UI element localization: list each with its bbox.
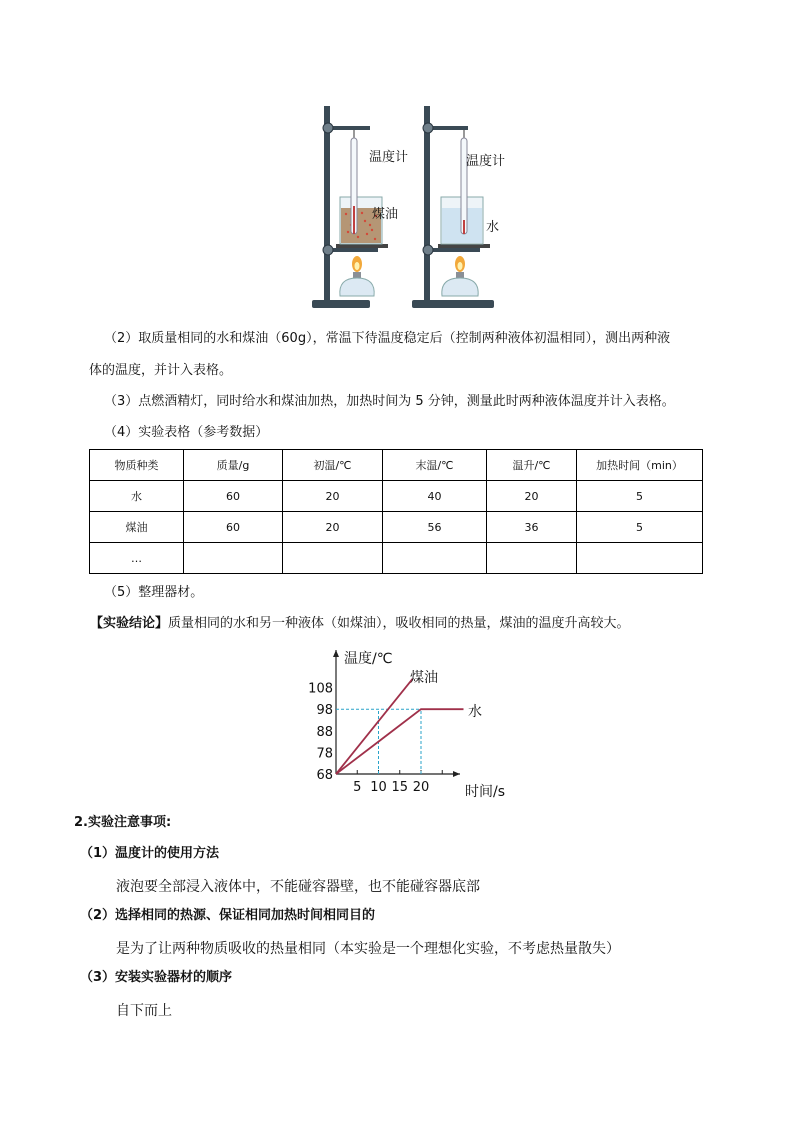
table-cell [577, 543, 703, 574]
note-3-title: （3）安装实验器材的顺序 [80, 970, 233, 985]
left-liquid-label: 煤油 [372, 207, 399, 222]
right-stand [412, 106, 494, 308]
note-2-title: （2）选择相同的热源、保证相同加热时间相同目的 [80, 908, 376, 923]
notes-heading: 2.实验注意事项: [74, 815, 172, 830]
table-cell: 60 [184, 512, 283, 543]
table-cell [383, 543, 487, 574]
step-2-line-2: 体的温度，并计入表格。 [89, 363, 233, 378]
y-tick-label: 78 [316, 746, 333, 762]
series-label-kerosene: 煤油 [410, 670, 438, 686]
note-1-body: 液泡要全部浸入液体中，不能碰容器壁，也不能碰容器底部 [116, 879, 480, 895]
y-tick-label: 108 [308, 681, 333, 697]
series-label-water: 水 [468, 704, 482, 720]
conclusion-text: 质量相同的水和另一种液体（如煤油），吸收相同的热量，煤油的温度升高较大。 [168, 616, 630, 631]
y-tick-label: 88 [316, 724, 333, 740]
table-cell [487, 543, 577, 574]
table-cell: 20 [283, 512, 383, 543]
table-cell: 60 [184, 481, 283, 512]
x-tick-label: 15 [391, 780, 409, 795]
table-cell [283, 543, 383, 574]
table-cell: 40 [383, 481, 487, 512]
y-axis-label: 温度/℃ [344, 651, 393, 667]
x-axis-label: 时间/s [465, 784, 506, 800]
series-line-water [336, 709, 464, 774]
x-tick-label: 10 [370, 780, 387, 795]
table-cell: 36 [487, 512, 577, 543]
table-row [90, 512, 703, 543]
table-cell: 20 [283, 481, 383, 512]
apparatus-illustration [310, 100, 520, 312]
step-3: （3）点燃酒精灯，同时给水和煤油加热，加热时间为 5 分钟，测量此时两种液体温度并计入表格。 [104, 394, 675, 409]
table-cell: … [90, 543, 184, 574]
y-tick-label: 98 [316, 703, 333, 719]
table-cell: 水 [90, 481, 184, 512]
table-header-cell: 物质种类 [90, 450, 184, 481]
x-axis-arrow [453, 771, 460, 777]
y-tick-label: 68 [316, 768, 333, 783]
right-liquid-label: 水 [486, 220, 500, 235]
table-cell: 56 [383, 512, 487, 543]
table-header-cell: 初温/℃ [283, 450, 383, 481]
experiment-table [89, 449, 703, 574]
table-cell: 5 [577, 481, 703, 512]
table-header-cell: 质量/g [184, 450, 283, 481]
left-thermometer-label: 温度计 [369, 150, 409, 165]
table-row [90, 481, 703, 512]
conclusion [90, 615, 630, 633]
table-cell: 煤油 [90, 512, 184, 543]
x-tick-label: 20 [412, 780, 430, 795]
series-line-kerosene [336, 679, 413, 774]
table-header-cell: 末温/℃ [383, 450, 487, 481]
table-header-row [90, 450, 703, 481]
temperature-chart [300, 640, 530, 805]
right-thermometer-label: 温度计 [466, 154, 506, 169]
note-2-body: 是为了让两种物质吸收的热量相同（本实验是一个理想化实验，不考虑热量散失） [116, 941, 620, 957]
table-cell [184, 543, 283, 574]
table-row [90, 543, 703, 574]
table-header-cell: 加热时间（min） [577, 450, 703, 481]
x-tick-label: 5 [353, 780, 362, 795]
step-5: （5）整理器材。 [104, 585, 204, 600]
table-header-cell: 温升/℃ [487, 450, 577, 481]
step-2-line-1: （2）取质量相同的水和煤油（60g），常温下待温度稳定后（控制两种液体初温相同），测出两种液 [104, 331, 671, 346]
conclusion-label: 【实验结论】 [90, 616, 169, 631]
note-3-body: 自下而上 [116, 1003, 172, 1019]
table-cell: 5 [577, 512, 703, 543]
table-cell: 20 [487, 481, 577, 512]
y-axis-arrow [333, 650, 339, 657]
step-4: （4）实验表格（参考数据） [104, 425, 269, 440]
note-1-title: （1）温度计的使用方法 [80, 846, 220, 861]
